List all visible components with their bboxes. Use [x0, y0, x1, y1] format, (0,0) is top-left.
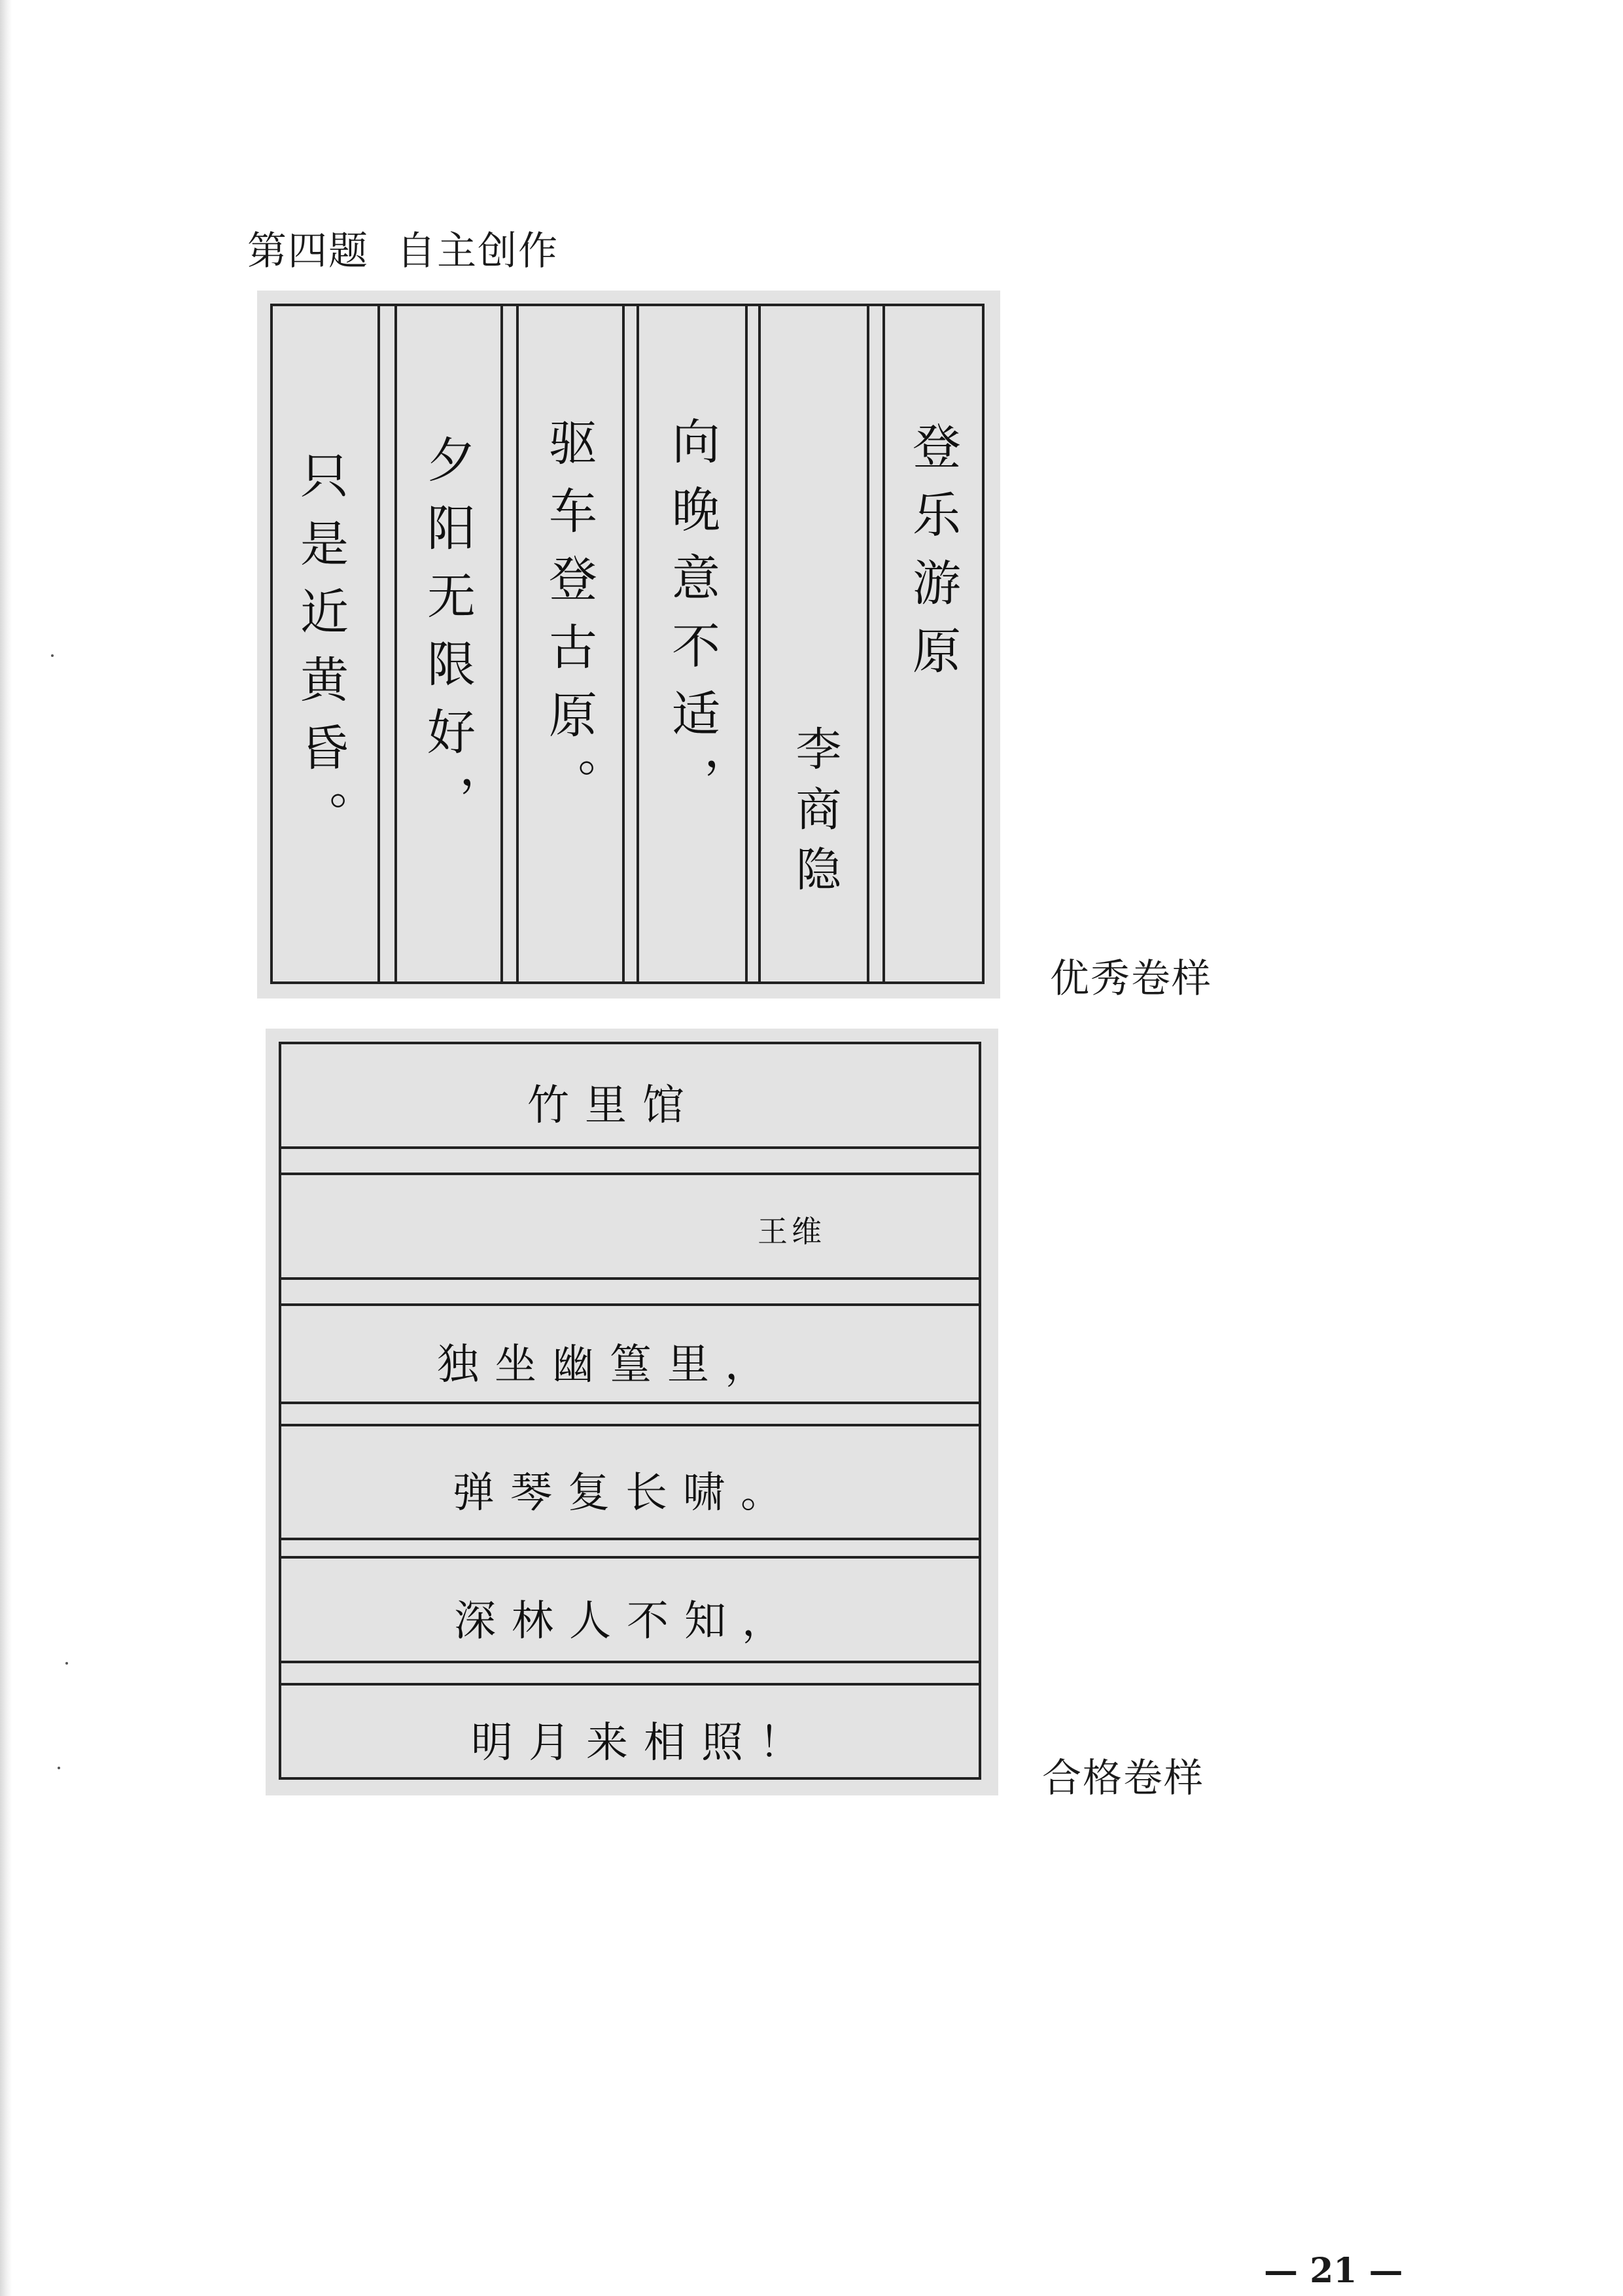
- grid-divider: [869, 306, 885, 981]
- poem-line-2: 弹琴复长啸。: [453, 1469, 798, 1517]
- grid-divider: [503, 306, 519, 981]
- grid-divider: [281, 1149, 979, 1175]
- grid-divider: [748, 306, 761, 981]
- poem-line-4: 只是近黄昏。: [292, 450, 349, 858]
- qualified-sample-sheet: [266, 1029, 998, 1795]
- page-number: — 21 —: [1264, 2251, 1403, 2291]
- grid-divider: [281, 1663, 979, 1686]
- excellent-sample-caption: 优秀卷样: [1050, 956, 1212, 1002]
- grid-row-line-4: [281, 1686, 979, 1777]
- grid-row-author: [281, 1175, 979, 1280]
- grid-row-line-2: [281, 1426, 979, 1540]
- poem-line-2: 驱车登古原。: [541, 417, 597, 826]
- grid-divider: [380, 306, 397, 981]
- poem-author: 王维: [758, 1214, 826, 1249]
- section-title: 第四题 自主创作: [247, 228, 559, 274]
- qualified-sample-caption: 合格卷样: [1042, 1756, 1204, 1801]
- scan-left-edge: [0, 0, 12, 2296]
- poem-title: 竹里馆: [527, 1082, 700, 1130]
- grid-row-line-1: [281, 1306, 979, 1404]
- poem-title: 登乐游原: [905, 421, 961, 694]
- grid-divider: [625, 306, 639, 981]
- grid-column-2: [761, 306, 869, 981]
- grid-row-line-3: [281, 1559, 979, 1663]
- grid-divider: [281, 1540, 979, 1559]
- vertical-grid-frame: [270, 304, 985, 984]
- grid-column-3: [639, 306, 748, 981]
- excellent-sample-sheet: [257, 291, 1000, 998]
- grid-divider: [281, 1404, 979, 1426]
- poem-line-4: 明月来相照！: [471, 1719, 816, 1767]
- grid-column-4: [519, 306, 625, 981]
- grid-divider: [281, 1280, 979, 1306]
- poem-line-3: 夕阳无限好，: [419, 434, 476, 843]
- poem-line-1: 向晚意不适，: [664, 416, 720, 824]
- grid-column-5: [397, 306, 503, 981]
- horizontal-grid-frame: [279, 1042, 981, 1780]
- poem-line-1: 独坐幽篁里，: [437, 1341, 782, 1389]
- poem-author: 李商隐: [788, 725, 842, 906]
- grid-column-1: [885, 306, 982, 981]
- grid-column-6: [273, 306, 380, 981]
- grid-row-title: [281, 1044, 979, 1149]
- poem-line-3: 深林人不知，: [454, 1597, 799, 1646]
